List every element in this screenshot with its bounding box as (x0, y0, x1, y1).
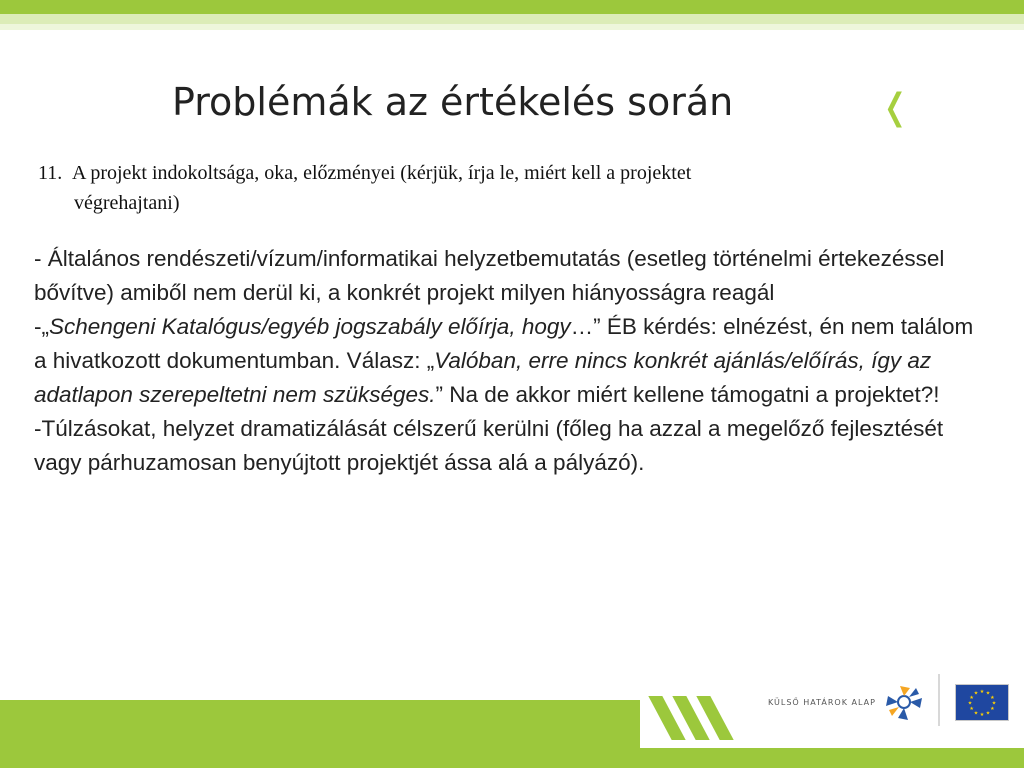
svg-text:★: ★ (985, 690, 991, 697)
slide-title: Problémák az értékelés során (172, 80, 734, 124)
top-decor-stripe-light (0, 14, 1024, 24)
svg-text:★: ★ (973, 690, 979, 697)
svg-text:★: ★ (967, 700, 973, 707)
top-decor-stripe (0, 0, 1024, 14)
paragraph-2-part-b: …” ÉB kérdés: elnézést, én nem találom a hivatkozott dokumentumban. Válasz: „ (34, 314, 974, 373)
slide-body (34, 242, 984, 480)
question-number: 11. (38, 162, 63, 184)
svg-text:★: ★ (991, 700, 997, 707)
eu-flag-icon (955, 684, 1009, 721)
scanned-form-question (38, 158, 878, 218)
svg-text:★: ★ (969, 706, 974, 712)
paragraph-2-part-a: -„ (34, 314, 49, 339)
paragraph-2-italic-2: Valóban, erre nincs konkrét ajánlás/előírás, így az adatlapon szerepeltetni nem szükséges. (34, 348, 932, 407)
paragraph-2 (34, 310, 984, 412)
chevron-icon: ❬ (880, 87, 911, 128)
paragraph-3: -Túlzásokat, helyzet dramatizálását célszerű kerülni (főleg ha azzal a megelőző fejlesztését vagy párhuzamosan benyújtott projektjét ássa alá a pályázó). (34, 416, 944, 475)
svg-text:★: ★ (969, 695, 974, 701)
svg-text:★: ★ (990, 695, 995, 701)
paragraph-1: - Általános rendészeti/vízum/informatikai helyzetbemutatás (esetleg történelmi értekezéssel bővítve) amiből nem derül ki, a konkrét projekt milyen hiányosságra reagál (34, 246, 945, 305)
question-text-line-1: A projekt indokoltsága, oka, előzményei (kérjük, írja le, miért kell a projektet (72, 162, 692, 184)
paragraph-2-italic-1: Schengeni Katalógus/egyéb jogszabály előírja, hogy (49, 314, 571, 339)
footer-divider (938, 674, 940, 726)
svg-text:★: ★ (985, 710, 991, 717)
paragraph-2-part-c: ” Na de akkor miért kellene támogatni a projektet?! (435, 382, 940, 407)
footer-logo-text: KÜLSŐ HATÁROK ALAP (768, 698, 876, 707)
question-text-line-2: végrehajtani) (74, 192, 180, 214)
scanned-line-1 (38, 158, 878, 188)
top-decor-stripe-pale (0, 24, 1024, 30)
svg-text:★: ★ (990, 706, 995, 712)
kulso-hatarok-logo-icon (880, 680, 928, 724)
svg-text:★: ★ (979, 712, 985, 718)
svg-text:★: ★ (973, 710, 979, 717)
svg-text:★: ★ (979, 689, 985, 695)
